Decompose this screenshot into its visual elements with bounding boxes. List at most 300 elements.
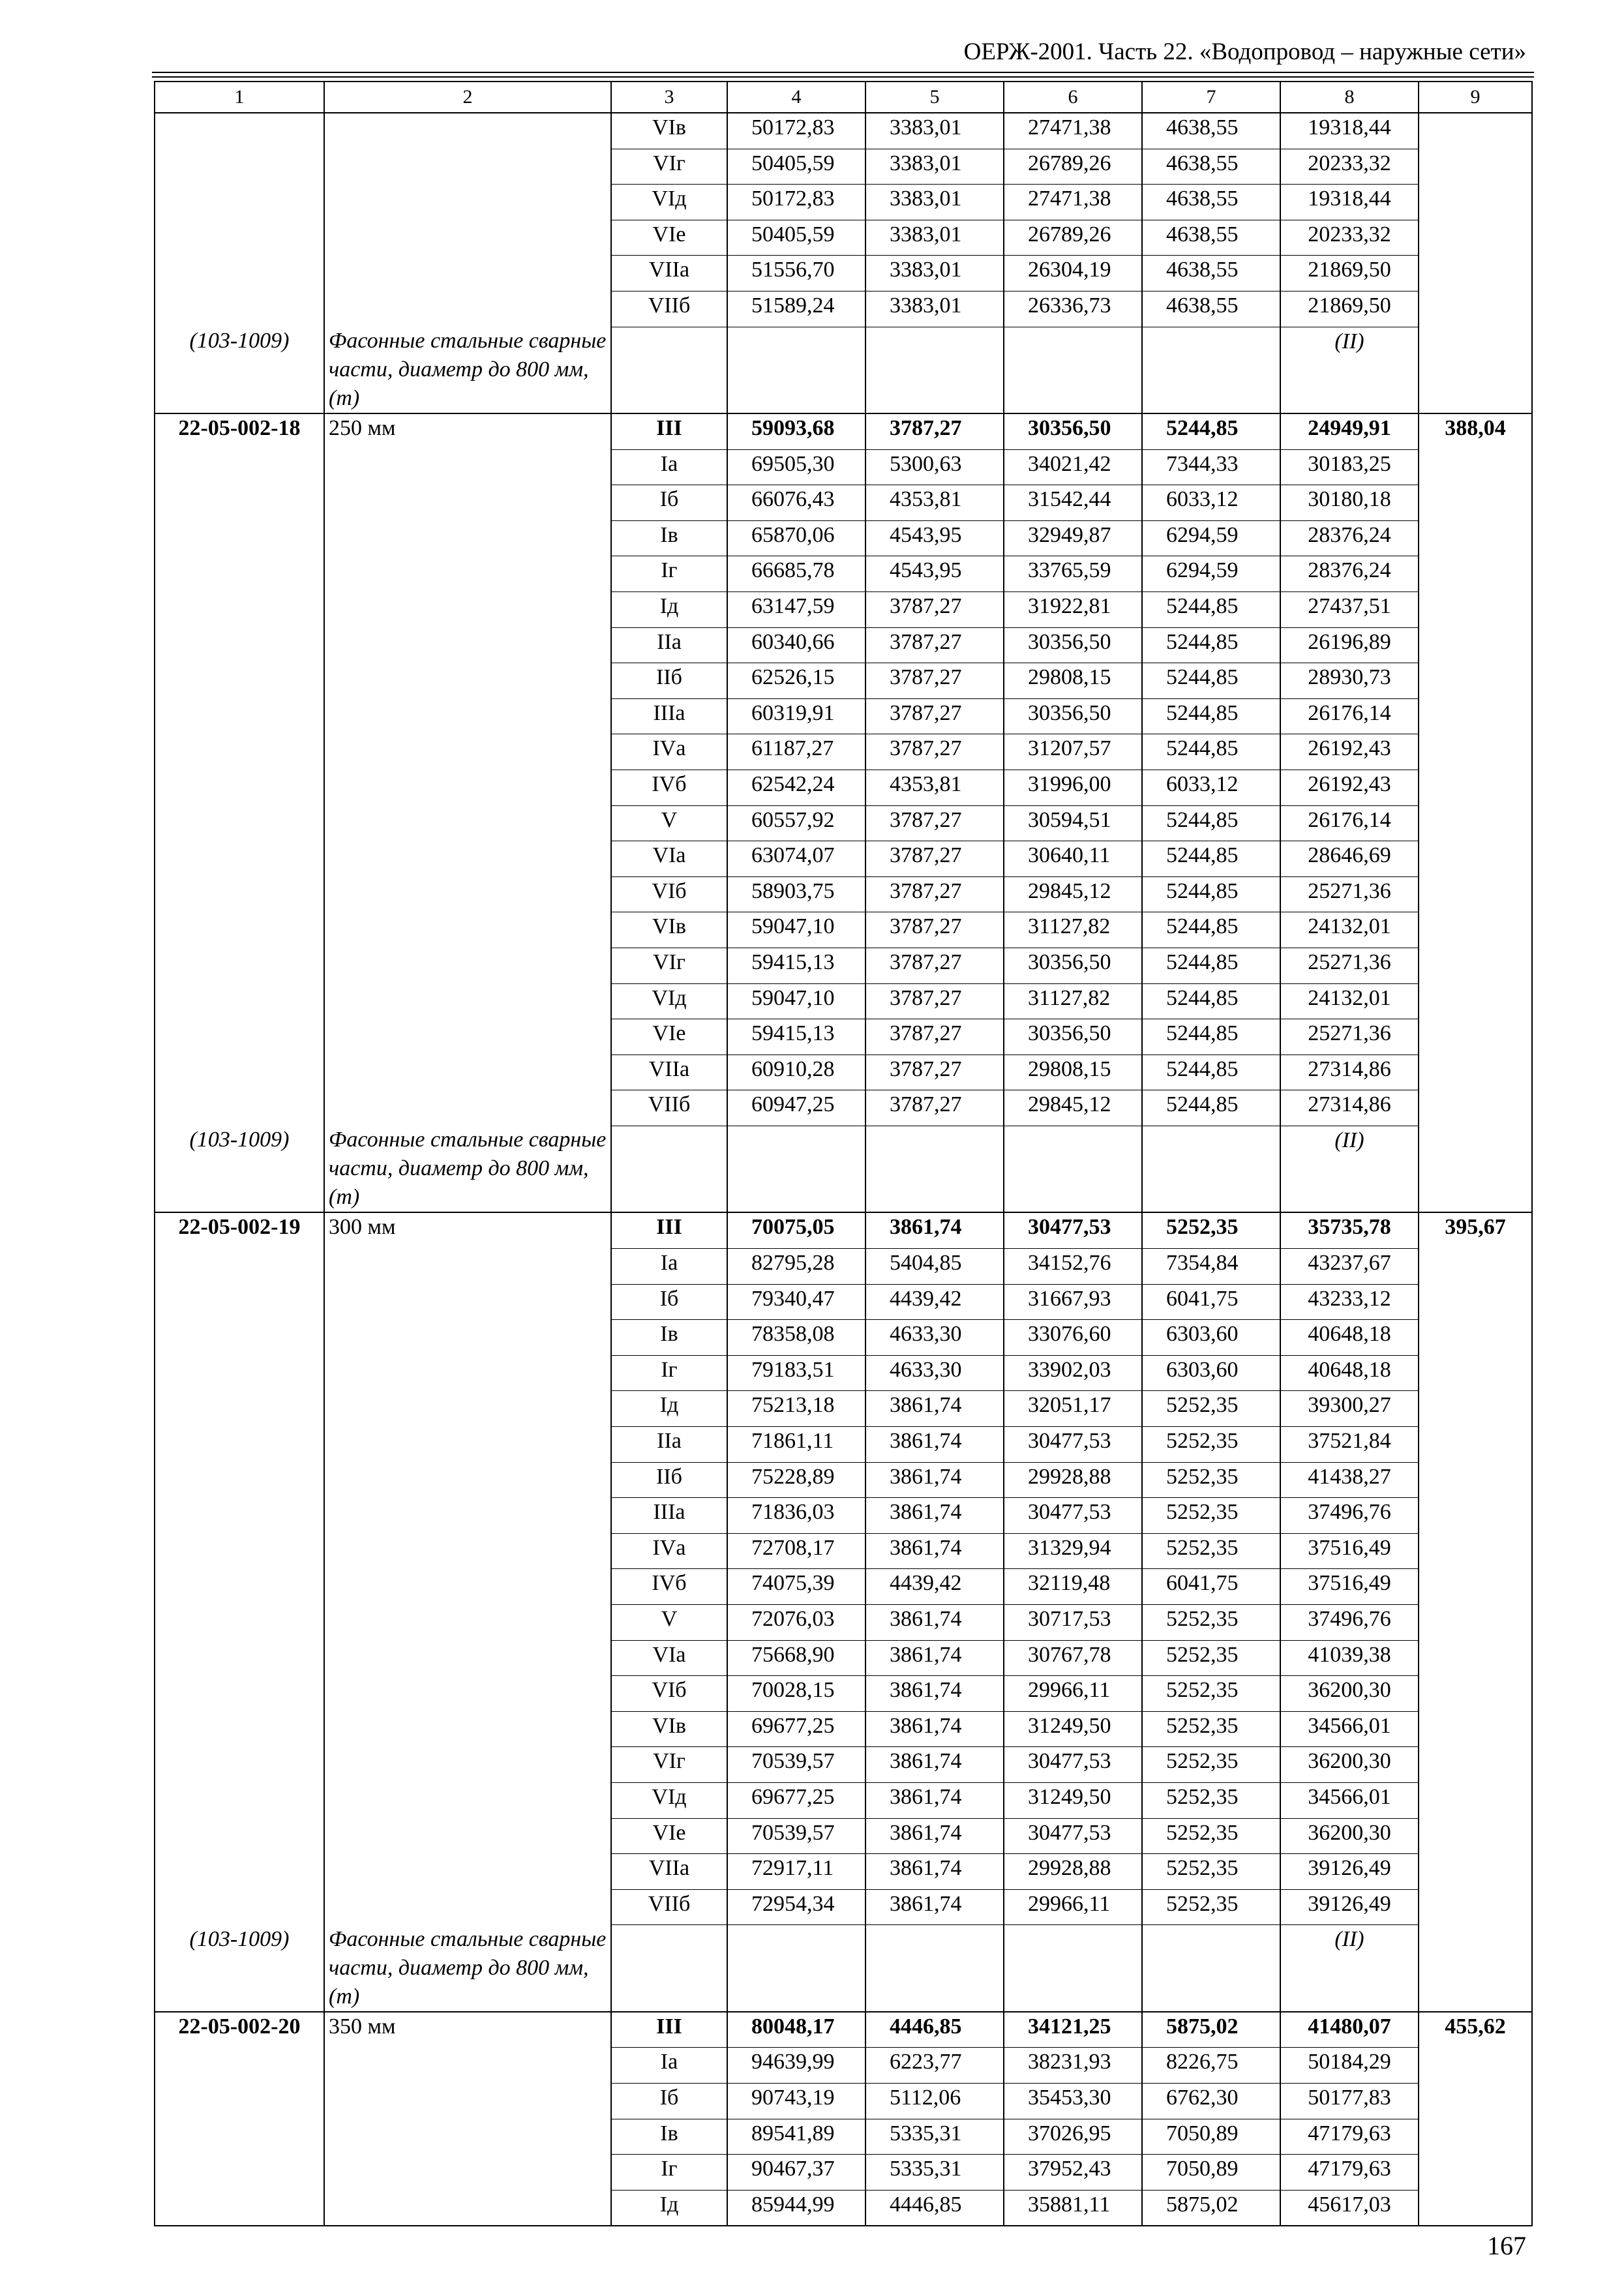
value-cell: 5875,02	[1142, 2190, 1280, 2226]
value-cell: 79340,47	[727, 1284, 865, 1320]
table-row	[155, 220, 1532, 256]
table-row	[155, 698, 1532, 734]
value-cell: 3787,27	[865, 876, 1004, 912]
table-row	[155, 1320, 1532, 1356]
work-name	[324, 113, 611, 149]
value-cell: 21869,50	[1280, 256, 1419, 292]
value-cell: 5404,85	[865, 1249, 1004, 1285]
total-cell	[1419, 1427, 1532, 1463]
value-cell: 3861,74	[865, 1818, 1004, 1854]
empty-cell	[1004, 1126, 1142, 1212]
value-cell: 33076,60	[1004, 1320, 1142, 1356]
value-cell: 31667,93	[1004, 1284, 1142, 1320]
column-number: 1	[155, 82, 324, 113]
rate-code	[155, 983, 324, 1019]
value-cell: 60557,92	[727, 805, 865, 841]
rate-code: 22-05-002-19	[155, 1212, 324, 1248]
rate-code	[155, 1055, 324, 1090]
table-row	[155, 1212, 1532, 1248]
work-name	[324, 663, 611, 699]
rate-code	[155, 2190, 324, 2226]
empty-cell	[865, 1925, 1004, 2012]
value-cell: 5244,85	[1142, 734, 1280, 770]
value-cell: 37496,76	[1280, 1498, 1419, 1534]
work-name	[324, 220, 611, 256]
work-name: 350 мм	[324, 2012, 611, 2048]
value-cell: 51589,24	[727, 291, 865, 327]
value-cell: 5252,35	[1142, 1676, 1280, 1712]
value-cell: 50172,83	[727, 185, 865, 220]
total-cell	[1419, 1604, 1532, 1640]
value-cell: 59047,10	[727, 912, 865, 948]
value-cell: 29808,15	[1004, 663, 1142, 699]
work-name	[324, 627, 611, 663]
value-cell: 5252,35	[1142, 1427, 1280, 1463]
value-cell: 40648,18	[1280, 1320, 1419, 1356]
empty-cell	[865, 327, 1004, 413]
rate-code	[155, 1640, 324, 1676]
table-row	[155, 1427, 1532, 1463]
total-cell	[1419, 2190, 1532, 2226]
zone-cell: Iг	[611, 556, 727, 592]
rate-code	[155, 220, 324, 256]
zone-cell: Iа	[611, 2048, 727, 2084]
value-cell: 3787,27	[865, 1019, 1004, 1055]
work-name	[324, 1569, 611, 1605]
work-name	[324, 1782, 611, 1818]
work-name	[324, 1604, 611, 1640]
value-cell: 3787,27	[865, 1090, 1004, 1126]
value-cell: 29966,11	[1004, 1676, 1142, 1712]
value-cell: 31329,94	[1004, 1533, 1142, 1569]
material-description: Фасонные стальные сварные части, диаметр до 800 мм, (т)	[329, 329, 607, 411]
zone-cell: Iа	[611, 1249, 727, 1285]
material-class: (II)	[1334, 1927, 1364, 1952]
rate-code	[155, 556, 324, 592]
value-cell: 30356,50	[1004, 413, 1142, 449]
rate-code	[155, 1889, 324, 1925]
rate-code	[155, 1782, 324, 1818]
value-cell: 3787,27	[865, 592, 1004, 628]
zone-cell: VIв	[611, 1711, 727, 1747]
value-cell: 5112,06	[865, 2084, 1004, 2119]
rate-code	[155, 291, 324, 327]
material-code: (103-1009)	[189, 329, 290, 353]
table-row	[155, 1889, 1532, 1925]
total-cell	[1419, 1391, 1532, 1427]
value-cell: 3861,74	[865, 1711, 1004, 1747]
value-cell: 30477,53	[1004, 1212, 1142, 1248]
total-cell	[1419, 2119, 1532, 2155]
value-cell: 50405,59	[727, 149, 865, 185]
value-cell: 5244,85	[1142, 698, 1280, 734]
zone-cell: Iд	[611, 2190, 727, 2226]
value-cell: 27314,86	[1280, 1090, 1419, 1126]
total-cell	[1419, 220, 1532, 256]
value-cell: 72954,34	[727, 1889, 865, 1925]
material-class-cell	[1280, 1925, 1419, 2012]
value-cell: 5252,35	[1142, 1747, 1280, 1783]
value-cell: 4638,55	[1142, 149, 1280, 185]
work-name	[324, 185, 611, 220]
value-cell: 26192,43	[1280, 770, 1419, 806]
value-cell: 3787,27	[865, 413, 1004, 449]
value-cell: 51556,70	[727, 256, 865, 292]
value-cell: 71836,03	[727, 1498, 865, 1534]
rate-code	[155, 876, 324, 912]
value-cell: 4638,55	[1142, 185, 1280, 220]
value-cell: 37496,76	[1280, 1604, 1419, 1640]
work-name	[324, 2190, 611, 2226]
value-cell: 34566,01	[1280, 1782, 1419, 1818]
table-row	[155, 1711, 1532, 1747]
material-note-row	[155, 1925, 1532, 2012]
total-cell	[1419, 520, 1532, 556]
value-cell: 5252,35	[1142, 1640, 1280, 1676]
material-class: (II)	[1334, 329, 1364, 353]
value-cell: 27471,38	[1004, 185, 1142, 220]
value-cell: 7344,33	[1142, 449, 1280, 485]
work-name	[324, 1711, 611, 1747]
table-row	[155, 1747, 1532, 1783]
table-row	[155, 770, 1532, 806]
empty-cell	[1419, 327, 1532, 413]
rate-code: 22-05-002-18	[155, 413, 324, 449]
value-cell: 5252,35	[1142, 1854, 1280, 1890]
work-name	[324, 256, 611, 292]
value-cell: 36200,30	[1280, 1747, 1419, 1783]
zone-cell: VIе	[611, 1019, 727, 1055]
value-cell: 6303,60	[1142, 1355, 1280, 1391]
value-cell: 34152,76	[1004, 1249, 1142, 1285]
value-cell: 43233,12	[1280, 1284, 1419, 1320]
total-cell	[1419, 1854, 1532, 1890]
value-cell: 41438,27	[1280, 1462, 1419, 1498]
value-cell: 32119,48	[1004, 1569, 1142, 1605]
rate-code	[155, 1747, 324, 1783]
value-cell: 5252,35	[1142, 1711, 1280, 1747]
value-cell: 3861,74	[865, 1498, 1004, 1534]
table-row	[155, 2084, 1532, 2119]
rate-code	[155, 1854, 324, 1890]
value-cell: 3787,27	[865, 912, 1004, 948]
zone-cell: VIг	[611, 948, 727, 983]
zone-cell: Iб	[611, 485, 727, 521]
value-cell: 3383,01	[865, 291, 1004, 327]
table-row	[155, 1462, 1532, 1498]
value-cell: 19318,44	[1280, 113, 1419, 149]
work-name	[324, 1320, 611, 1356]
table-body	[155, 82, 1532, 2226]
total-cell	[1419, 912, 1532, 948]
work-name	[324, 1533, 611, 1569]
total-cell	[1419, 2155, 1532, 2191]
value-cell: 6033,12	[1142, 485, 1280, 521]
empty-cell	[1419, 1925, 1532, 2012]
total-cell	[1419, 1055, 1532, 1090]
zone-cell: IIа	[611, 1427, 727, 1463]
zone-cell: IVб	[611, 770, 727, 806]
zone-cell: VIб	[611, 876, 727, 912]
work-name	[324, 1019, 611, 1055]
value-cell: 30180,18	[1280, 485, 1419, 521]
value-cell: 70539,57	[727, 1747, 865, 1783]
total-cell	[1419, 149, 1532, 185]
value-cell: 5244,85	[1142, 876, 1280, 912]
work-name	[324, 1055, 611, 1090]
value-cell: 29845,12	[1004, 1090, 1142, 1126]
total-cell	[1419, 485, 1532, 521]
zone-cell: VIIа	[611, 1055, 727, 1090]
work-name	[324, 1747, 611, 1783]
value-cell: 3861,74	[865, 1747, 1004, 1783]
value-cell: 36200,30	[1280, 1676, 1419, 1712]
value-cell: 31922,81	[1004, 592, 1142, 628]
rate-code	[155, 1391, 324, 1427]
value-cell: 63147,59	[727, 592, 865, 628]
value-cell: 69505,30	[727, 449, 865, 485]
value-cell: 62526,15	[727, 663, 865, 699]
material-code-cell	[155, 1925, 324, 2012]
work-name	[324, 1854, 611, 1890]
rate-code	[155, 113, 324, 149]
column-number: 3	[611, 82, 727, 113]
value-cell: 29928,88	[1004, 1462, 1142, 1498]
value-cell: 20233,32	[1280, 220, 1419, 256]
value-cell: 6033,12	[1142, 770, 1280, 806]
value-cell: 34566,01	[1280, 1711, 1419, 1747]
value-cell: 3861,74	[865, 1889, 1004, 1925]
value-cell: 58903,75	[727, 876, 865, 912]
value-cell: 24132,01	[1280, 983, 1419, 1019]
value-cell: 59415,13	[727, 948, 865, 983]
value-cell: 7354,84	[1142, 1249, 1280, 1285]
total-cell: 388,04	[1419, 413, 1532, 449]
work-name	[324, 2048, 611, 2084]
work-name	[324, 912, 611, 948]
total-cell	[1419, 2084, 1532, 2119]
total-cell	[1419, 983, 1532, 1019]
column-number: 5	[865, 82, 1004, 113]
value-cell: 5244,85	[1142, 1090, 1280, 1126]
rate-code	[155, 185, 324, 220]
zone-cell: Iг	[611, 1355, 727, 1391]
zone-cell: VIб	[611, 1676, 727, 1712]
table-row	[155, 1391, 1532, 1427]
zone-cell: Iв	[611, 1320, 727, 1356]
total-cell	[1419, 1711, 1532, 1747]
total-cell	[1419, 1640, 1532, 1676]
rate-code	[155, 734, 324, 770]
value-cell: 26176,14	[1280, 805, 1419, 841]
zone-cell: Iд	[611, 1391, 727, 1427]
header-rule	[152, 72, 1534, 78]
work-name	[324, 2084, 611, 2119]
material-code-cell	[155, 327, 324, 413]
table-row	[155, 841, 1532, 877]
value-cell: 34121,25	[1004, 2012, 1142, 2048]
value-cell: 25271,36	[1280, 876, 1419, 912]
empty-cell	[727, 1126, 865, 1212]
total-cell	[1419, 770, 1532, 806]
value-cell: 30717,53	[1004, 1604, 1142, 1640]
value-cell: 31996,00	[1004, 770, 1142, 806]
value-cell: 39300,27	[1280, 1391, 1419, 1427]
zone-cell: VIд	[611, 185, 727, 220]
table-row	[155, 2155, 1532, 2191]
value-cell: 4439,42	[865, 1569, 1004, 1605]
rate-code	[155, 627, 324, 663]
total-cell	[1419, 1019, 1532, 1055]
total-cell	[1419, 805, 1532, 841]
value-cell: 4353,81	[865, 770, 1004, 806]
value-cell: 63074,07	[727, 841, 865, 877]
rate-code	[155, 2119, 324, 2155]
value-cell: 5244,85	[1142, 912, 1280, 948]
column-number: 4	[727, 82, 865, 113]
work-name	[324, 520, 611, 556]
total-cell	[1419, 627, 1532, 663]
rate-code	[155, 2084, 324, 2119]
value-cell: 25271,36	[1280, 948, 1419, 983]
value-cell: 4446,85	[865, 2190, 1004, 2226]
work-name: 300 мм	[324, 1212, 611, 1248]
value-cell: 26196,89	[1280, 627, 1419, 663]
value-cell: 29928,88	[1004, 1854, 1142, 1890]
value-cell: 50184,29	[1280, 2048, 1419, 2084]
zone-cell: VIIа	[611, 256, 727, 292]
value-cell: 3861,74	[865, 1391, 1004, 1427]
value-cell: 70539,57	[727, 1818, 865, 1854]
value-cell: 5252,35	[1142, 1462, 1280, 1498]
total-cell: 455,62	[1419, 2012, 1532, 2048]
material-description: Фасонные стальные сварные части, диаметр до 800 мм, (т)	[329, 1128, 607, 1210]
rate-code	[155, 948, 324, 983]
value-cell: 69677,25	[727, 1711, 865, 1747]
work-name	[324, 1462, 611, 1498]
table-row	[155, 2119, 1532, 2155]
table-row	[155, 912, 1532, 948]
total-cell	[1419, 1090, 1532, 1126]
total-cell	[1419, 592, 1532, 628]
value-cell: 38231,93	[1004, 2048, 1142, 2084]
table-row	[155, 520, 1532, 556]
total-cell	[1419, 1533, 1532, 1569]
value-cell: 4543,95	[865, 520, 1004, 556]
total-cell	[1419, 556, 1532, 592]
value-cell: 30594,51	[1004, 805, 1142, 841]
value-cell: 37952,43	[1004, 2155, 1142, 2191]
value-cell: 41039,38	[1280, 1640, 1419, 1676]
value-cell: 66076,43	[727, 485, 865, 521]
zone-cell: VIIб	[611, 1889, 727, 1925]
empty-cell	[1004, 327, 1142, 413]
column-number: 8	[1280, 82, 1419, 113]
value-cell: 94639,99	[727, 2048, 865, 2084]
value-cell: 8226,75	[1142, 2048, 1280, 2084]
value-cell: 4638,55	[1142, 113, 1280, 149]
total-cell	[1419, 1818, 1532, 1854]
value-cell: 85944,99	[727, 2190, 865, 2226]
total-cell	[1419, 734, 1532, 770]
value-cell: 5300,63	[865, 449, 1004, 485]
column-number-row	[155, 82, 1532, 113]
total-cell	[1419, 256, 1532, 292]
value-cell: 82795,28	[727, 1249, 865, 1285]
value-cell: 25271,36	[1280, 1019, 1419, 1055]
work-name: 250 мм	[324, 413, 611, 449]
value-cell: 78358,08	[727, 1320, 865, 1356]
rate-code	[155, 1462, 324, 1498]
value-cell: 59415,13	[727, 1019, 865, 1055]
total-cell	[1419, 1569, 1532, 1605]
table-row	[155, 113, 1532, 149]
work-name	[324, 948, 611, 983]
value-cell: 3861,74	[865, 1212, 1004, 1248]
value-cell: 5244,85	[1142, 413, 1280, 449]
value-cell: 35453,30	[1004, 2084, 1142, 2119]
total-cell	[1419, 1355, 1532, 1391]
value-cell: 3787,27	[865, 983, 1004, 1019]
zone-cell: IVа	[611, 1533, 727, 1569]
work-name	[324, 1391, 611, 1427]
total-cell	[1419, 1747, 1532, 1783]
value-cell: 90467,37	[727, 2155, 865, 2191]
value-cell: 5252,35	[1142, 1212, 1280, 1248]
material-code: (103-1009)	[189, 1926, 290, 1951]
rate-code	[155, 592, 324, 628]
value-cell: 34021,42	[1004, 449, 1142, 485]
rate-code	[155, 449, 324, 485]
value-cell: 6303,60	[1142, 1320, 1280, 1356]
value-cell: 3861,74	[865, 1782, 1004, 1818]
total-cell	[1419, 1462, 1532, 1498]
zone-cell: VIв	[611, 912, 727, 948]
value-cell: 6041,75	[1142, 1284, 1280, 1320]
value-cell: 27314,86	[1280, 1055, 1419, 1090]
material-class-cell	[1280, 1126, 1419, 1212]
table-row	[155, 2048, 1532, 2084]
value-cell: 7050,89	[1142, 2119, 1280, 2155]
value-cell: 30477,53	[1004, 1747, 1142, 1783]
value-cell: 31542,44	[1004, 485, 1142, 521]
table-row	[155, 2190, 1532, 2226]
table-row	[155, 485, 1532, 521]
value-cell: 43237,67	[1280, 1249, 1419, 1285]
table-row	[155, 1055, 1532, 1090]
value-cell: 26336,73	[1004, 291, 1142, 327]
value-cell: 6041,75	[1142, 1569, 1280, 1605]
zone-cell: IIIа	[611, 1498, 727, 1534]
table-row	[155, 1604, 1532, 1640]
work-name	[324, 449, 611, 485]
value-cell: 30356,50	[1004, 698, 1142, 734]
rate-code	[155, 2155, 324, 2191]
table-row	[155, 627, 1532, 663]
value-cell: 37026,95	[1004, 2119, 1142, 2155]
table-row	[155, 1854, 1532, 1890]
value-cell: 3787,27	[865, 627, 1004, 663]
value-cell: 72708,17	[727, 1533, 865, 1569]
rate-code	[155, 1320, 324, 1356]
value-cell: 6294,59	[1142, 520, 1280, 556]
value-cell: 90743,19	[727, 2084, 865, 2119]
value-cell: 74075,39	[727, 1569, 865, 1605]
column-number: 7	[1142, 82, 1280, 113]
zone-cell: Iд	[611, 592, 727, 628]
value-cell: 30477,53	[1004, 1427, 1142, 1463]
value-cell: 36200,30	[1280, 1818, 1419, 1854]
